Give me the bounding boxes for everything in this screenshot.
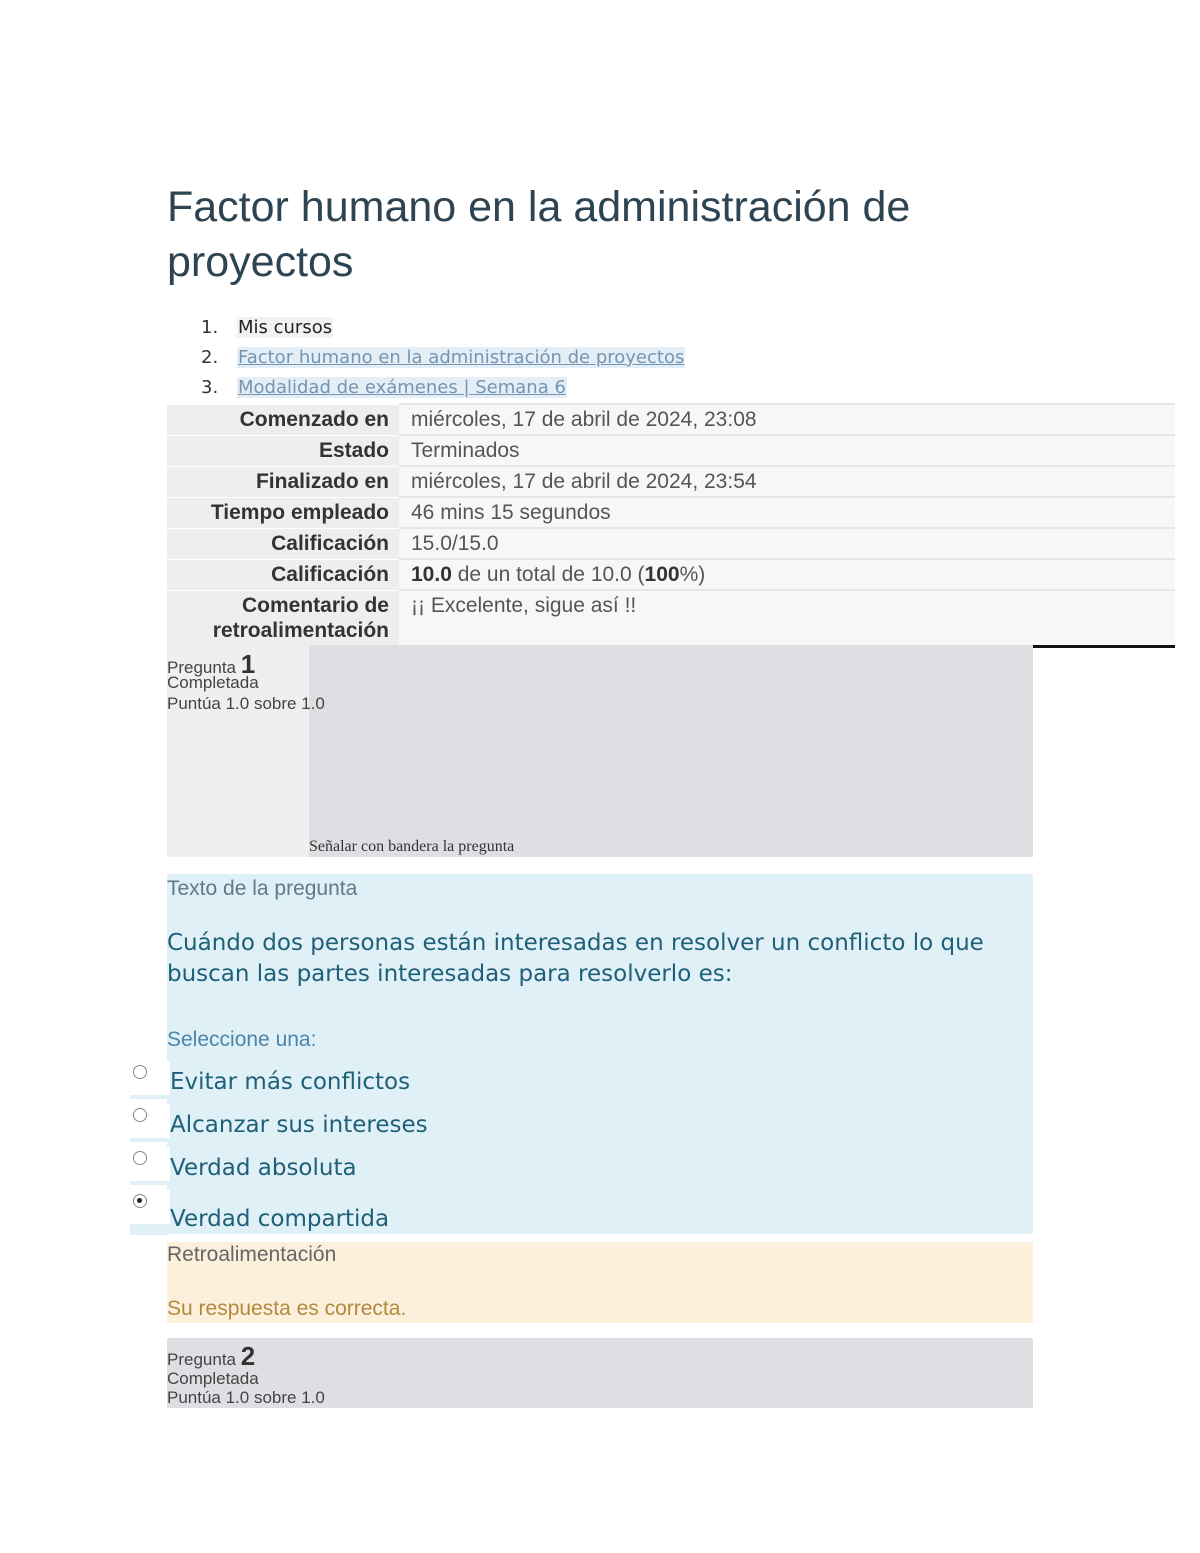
answer-option-1 bbox=[130, 1061, 170, 1099]
answer-option-2 bbox=[130, 1104, 170, 1142]
question-text: Cuándo dos personas están interesadas en resolver un conflicto lo que buscan las partes interesadas para resolverlo es: bbox=[167, 930, 984, 987]
breadcrumb-number: 3. bbox=[201, 377, 219, 398]
question-grade: Puntúa 1.0 sobre 1.0 bbox=[167, 694, 325, 713]
answer-option-label[interactable]: Evitar más conflictos bbox=[170, 1069, 411, 1095]
breadcrumb-course-link[interactable]: Factor humano en la administración de proyectos bbox=[238, 347, 685, 368]
attempt-summary-table bbox=[167, 403, 1175, 648]
answer-option-3 bbox=[130, 1147, 170, 1185]
breadcrumb-section-link[interactable]: Modalidad de exámenes | Semana 6 bbox=[238, 377, 566, 398]
answer-option-label[interactable]: Verdad compartida bbox=[170, 1206, 390, 1232]
breadcrumb-item bbox=[167, 313, 685, 343]
summary-row-time bbox=[167, 497, 1175, 528]
question-2-info bbox=[167, 1338, 1033, 1408]
breadcrumb-number: 2. bbox=[201, 347, 219, 368]
grade-total: de un total de 10.0 ( bbox=[451, 563, 645, 586]
summary-value: miércoles, 17 de abril de 2024, 23:54 bbox=[399, 466, 1175, 497]
question-number-value: 1 bbox=[240, 649, 256, 679]
summary-label: Calificación bbox=[167, 559, 399, 590]
question-state: Completada bbox=[167, 1369, 259, 1388]
question-text-label: Texto de la pregunta bbox=[167, 877, 358, 900]
answer-option-label[interactable]: Verdad absoluta bbox=[170, 1155, 357, 1181]
question-prefix: Pregunta bbox=[167, 658, 236, 677]
answer-option-4 bbox=[130, 1190, 170, 1235]
select-prompt: Seleccione una: bbox=[167, 1028, 317, 1051]
summary-label: Comenzado en bbox=[167, 404, 399, 435]
breadcrumb bbox=[167, 313, 685, 403]
summary-value: 46 mins 15 segundos bbox=[399, 497, 1175, 528]
breadcrumb-item bbox=[167, 343, 685, 373]
feedback-label-line2: retroalimentación bbox=[212, 618, 389, 642]
radio-button[interactable] bbox=[133, 1108, 147, 1122]
summary-value bbox=[399, 559, 1175, 590]
breadcrumb-number: 1. bbox=[201, 317, 219, 338]
summary-value: miércoles, 17 de abril de 2024, 23:08 bbox=[399, 404, 1175, 435]
radio-button[interactable] bbox=[133, 1065, 147, 1079]
summary-value: ¡¡ Excelente, sigue así !! bbox=[399, 590, 1175, 646]
breadcrumb-item bbox=[167, 373, 685, 403]
summary-row-marks bbox=[167, 528, 1175, 559]
summary-value: 15.0/15.0 bbox=[399, 528, 1175, 559]
grade-value: 10.0 bbox=[411, 563, 452, 586]
radio-button-selected[interactable] bbox=[133, 1194, 147, 1208]
question-number-value: 2 bbox=[240, 1341, 256, 1371]
summary-label: Calificación bbox=[167, 528, 399, 559]
summary-value: Terminados bbox=[399, 435, 1175, 466]
breadcrumb-my-courses: Mis cursos bbox=[238, 317, 333, 338]
summary-label: Estado bbox=[167, 435, 399, 466]
radio-button[interactable] bbox=[133, 1151, 147, 1165]
summary-label: Finalizado en bbox=[167, 466, 399, 497]
page-title: Factor humano en la administración de proyectos bbox=[167, 183, 911, 286]
summary-row-finished bbox=[167, 466, 1175, 497]
question-grade: Puntúa 1.0 sobre 1.0 bbox=[167, 1388, 325, 1407]
feedback-label-line1: Comentario de bbox=[241, 593, 389, 617]
summary-label bbox=[167, 590, 399, 646]
flag-question-link[interactable]: Señalar con bandera la pregunta bbox=[309, 838, 515, 855]
feedback-label: Retroalimentación bbox=[167, 1243, 337, 1266]
summary-row-grade bbox=[167, 559, 1175, 590]
question-1-feedback bbox=[167, 1242, 1033, 1323]
grade-percent: 100 bbox=[644, 563, 680, 586]
question-1-info bbox=[167, 645, 1033, 857]
summary-row-started bbox=[167, 404, 1175, 435]
question-prefix: Pregunta bbox=[167, 1350, 236, 1369]
summary-row-feedback bbox=[167, 590, 1175, 646]
summary-label: Tiempo empleado bbox=[167, 497, 399, 528]
answer-option-label[interactable]: Alcanzar sus intereses bbox=[170, 1112, 428, 1138]
summary-row-state bbox=[167, 435, 1175, 466]
question-state: Completada bbox=[167, 673, 259, 692]
grade-percent-sign: %) bbox=[679, 563, 706, 586]
feedback-message: Su respuesta es correcta. bbox=[167, 1297, 407, 1320]
